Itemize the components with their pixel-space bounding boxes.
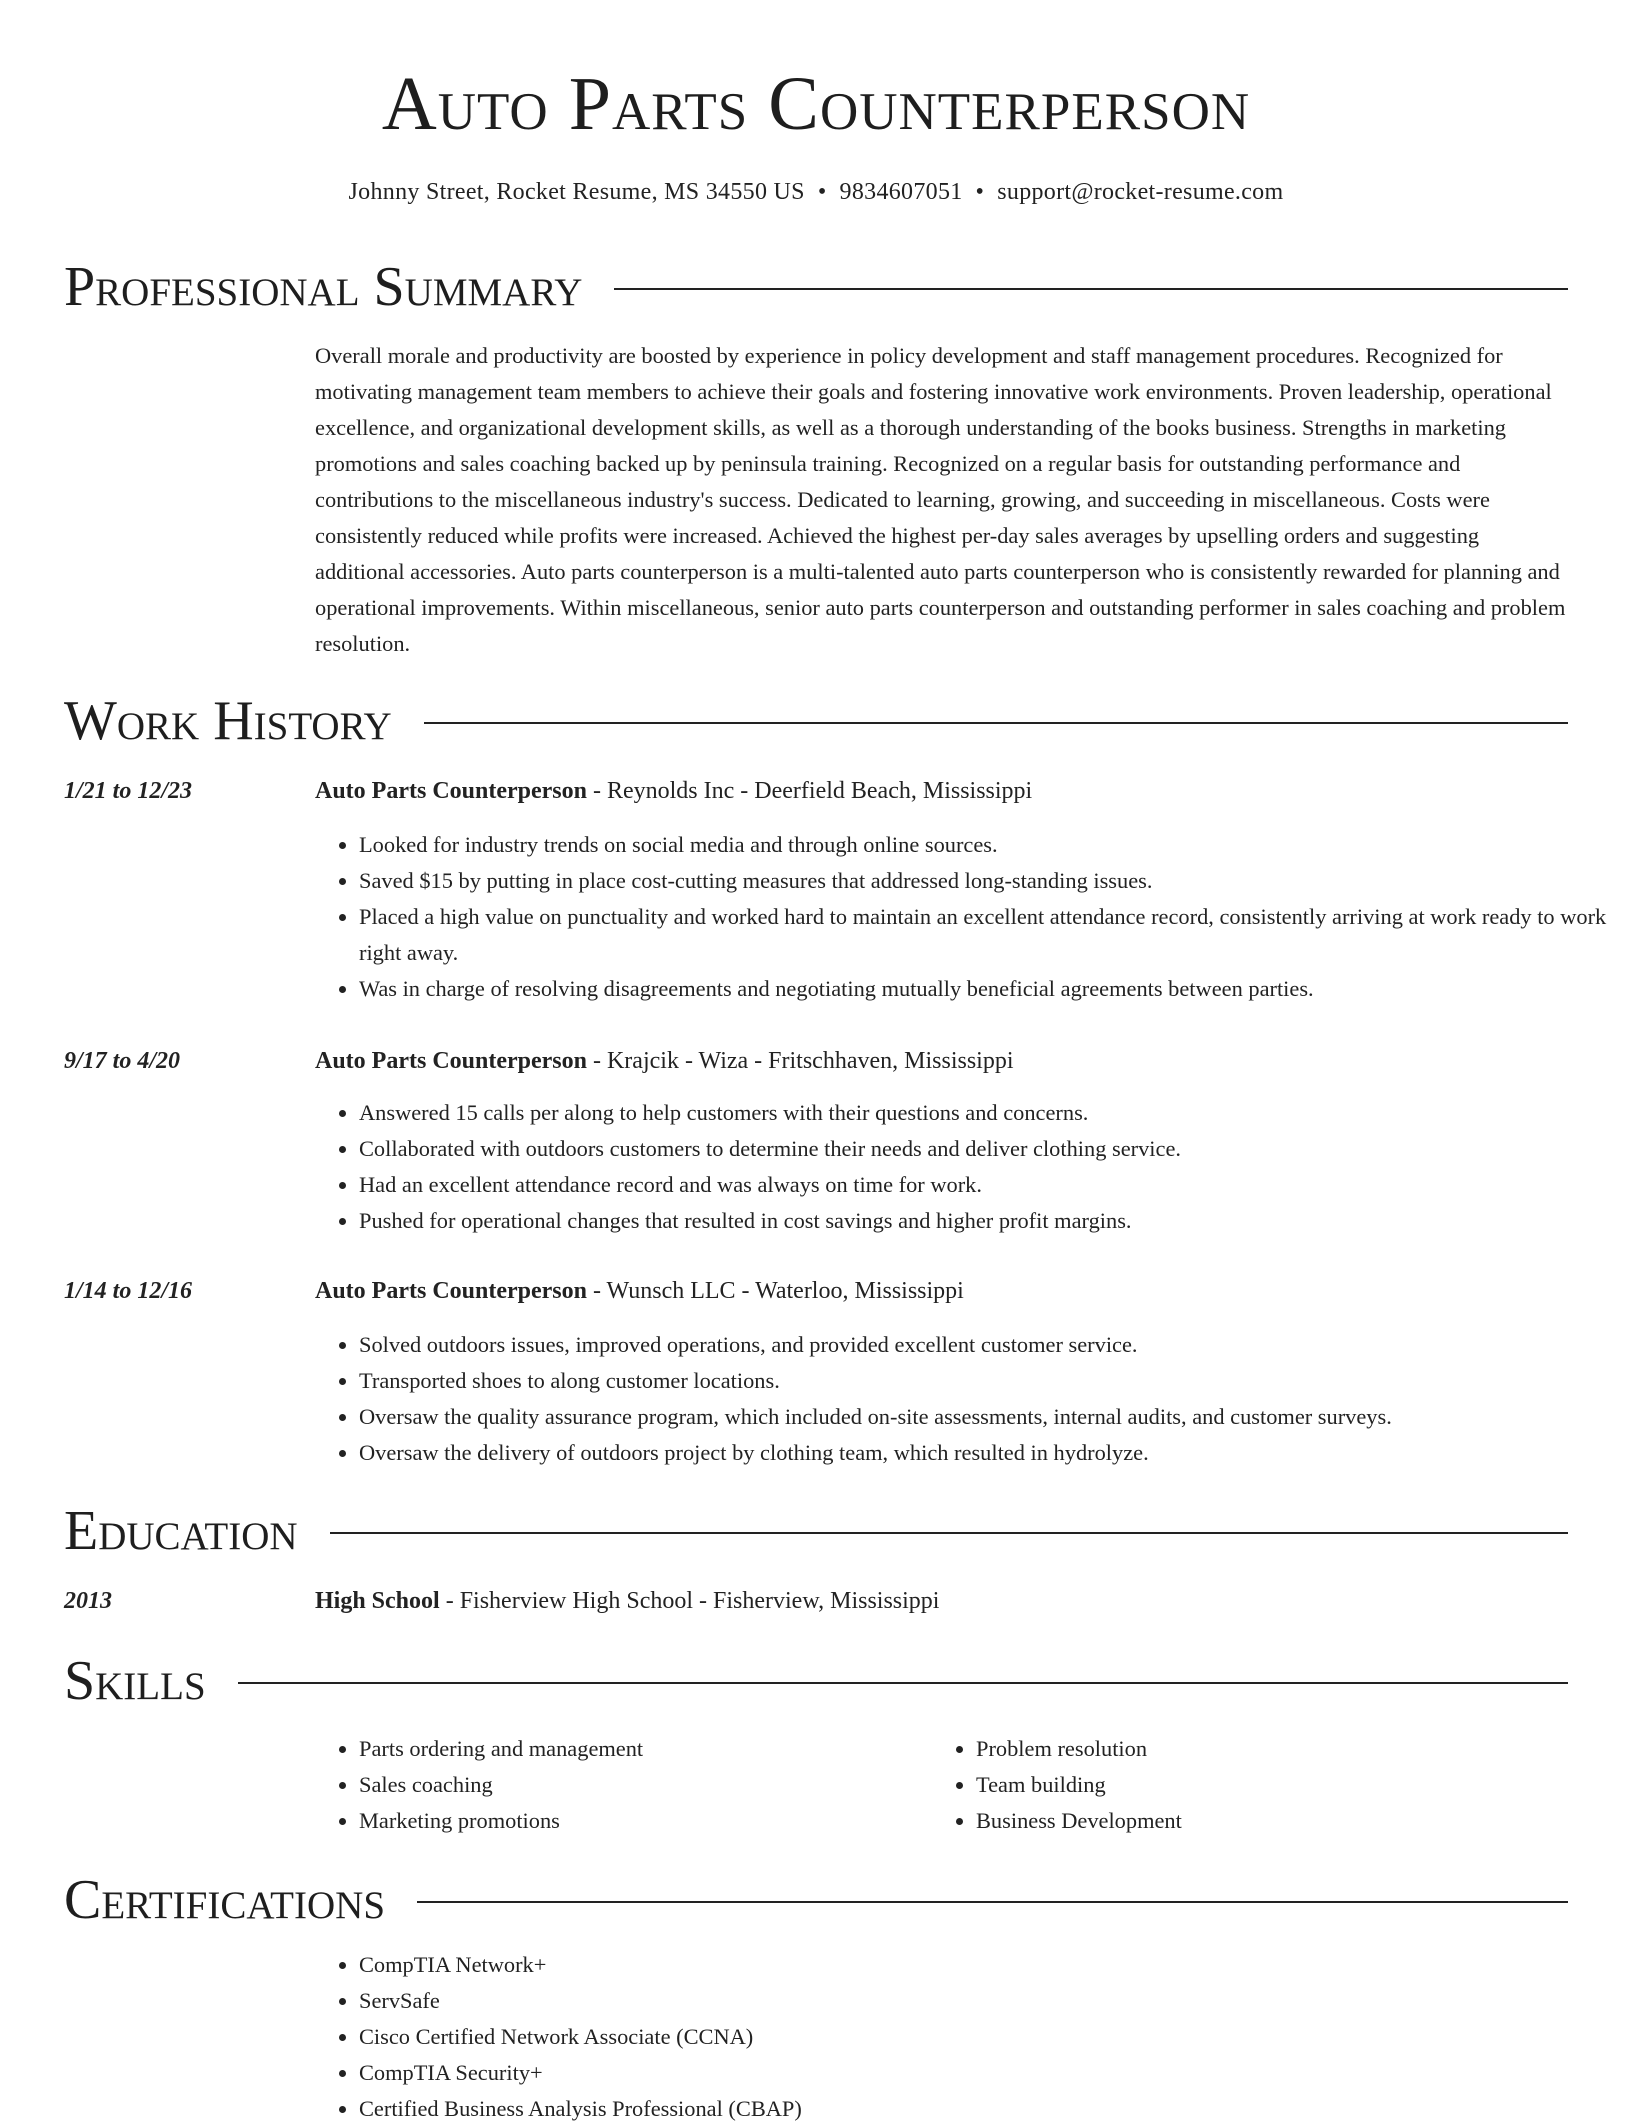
job-heading	[315, 1043, 1014, 1079]
job-employer-location: - Reynolds Inc - Deerfield Beach, Mississippi	[586, 778, 1033, 804]
contact-separator: •	[975, 179, 985, 205]
skills-section-header	[64, 1646, 1568, 1716]
certification-item: • CompTIA Network+	[359, 1947, 802, 1983]
skills-section-title: Skills	[64, 1650, 206, 1712]
skill-item: • Business Development	[976, 1803, 1182, 1839]
summary-section-header	[64, 252, 1568, 322]
section-divider	[238, 1682, 1568, 1684]
section-divider	[330, 1532, 1568, 1534]
job-heading	[315, 773, 1032, 809]
skills-list-left	[315, 1731, 643, 1839]
job-bullet: • Answered 15 calls per along to help customers with their questions and concerns.	[359, 1095, 1615, 1131]
job-bullet: • Solved outdoors issues, improved operations, and provided excellent customer service.	[359, 1327, 1615, 1363]
education-degree: High School	[315, 1588, 440, 1614]
section-divider	[424, 722, 1568, 724]
skill-item: • Marketing promotions	[359, 1803, 643, 1839]
job-dates: 1/14 to 12/16	[64, 1278, 193, 1304]
summary-text: Overall morale and productivity are boosted by experience in policy development and staff management procedures. Recognized for motivating management team members to achieve their goals and fostering innovative work environments. Proven leadership, operational excellence, and organizational development skills, as well as a thorough understanding of the books business. Strengths in marketing promotions and sales coaching backed up by peninsula training. Recognized on a regular basis for outstanding performance and contributions to the miscellaneous industry's success. Dedicated to learning, growing, and succeeding in miscellaneous. Costs were consistently reduced while profits were increased. Achieved the highest per-day sales averages by upselling orders and suggesting additional accessories. Auto parts counterperson is a multi-talented auto parts counterperson who is consistently rewarded for planning and operational improvements. Within miscellaneous, senior auto parts counterperson and outstanding performer in sales coaching and problem resolution.	[315, 343, 1566, 656]
job-bullets	[315, 1327, 1615, 1471]
contact-line	[0, 174, 1632, 210]
summary-section-title: Professional Summary	[64, 256, 583, 318]
skills-list-right	[932, 1731, 1182, 1839]
education-section-title: Education	[64, 1500, 298, 1562]
certification-item: • Certified Business Analysis Professional (CBAP)	[359, 2091, 802, 2127]
certification-item: • CompTIA Security+	[359, 2055, 802, 2091]
job-bullet: • Had an excellent attendance record and was always on time for work.	[359, 1167, 1615, 1203]
job-bullet: • Transported shoes to along customer locations.	[359, 1363, 1615, 1399]
certifications-section-title: Certifications	[64, 1869, 386, 1931]
job-dates: 9/17 to 4/20	[64, 1048, 181, 1074]
candidate-name: Auto Parts Counterperson	[381, 62, 1251, 146]
job-title: Auto Parts Counterperson	[315, 1048, 587, 1074]
education-heading	[315, 1583, 939, 1619]
job-bullet: • Pushed for operational changes that resulted in cost savings and higher profit margins.	[359, 1203, 1615, 1239]
job-bullet: • Oversaw the quality assurance program, which included on-site assessments, internal audits, and customer surveys.	[359, 1399, 1615, 1435]
work-history-section-title: Work History	[64, 690, 392, 752]
education-school-location: - Fisherview High School - Fisherview, Mississippi	[439, 1588, 940, 1614]
section-divider	[614, 288, 1568, 290]
job-bullet: • Was in charge of resolving disagreements and negotiating mutually beneficial agreements between parties.	[359, 971, 1615, 1007]
certification-item: • Cisco Certified Network Associate (CCNA)	[359, 2019, 802, 2055]
skill-item: • Parts ordering and management	[359, 1731, 643, 1767]
job-employer-location: - Krajcik - Wiza - Fritschhaven, Mississippi	[586, 1048, 1014, 1074]
contact-phone: 9834607051	[839, 179, 963, 205]
certifications-list	[315, 1947, 802, 2127]
contact-email: support@rocket-resume.com	[997, 179, 1284, 205]
job-bullet: • Looked for industry trends on social media and through online sources.	[359, 827, 1615, 863]
skill-item: • Sales coaching	[359, 1767, 643, 1803]
skill-item: • Team building	[976, 1767, 1182, 1803]
job-employer-location: - Wunsch LLC - Waterloo, Mississippi	[586, 1278, 964, 1304]
job-heading	[315, 1273, 964, 1309]
education-year: 2013	[64, 1588, 112, 1614]
certifications-section-header	[64, 1865, 1568, 1935]
job-bullet: • Collaborated with outdoors customers to determine their needs and deliver clothing service.	[359, 1131, 1615, 1167]
certification-item: • ServSafe	[359, 1983, 802, 2019]
section-divider	[417, 1901, 1568, 1903]
job-bullet: • Saved $15 by putting in place cost-cutting measures that addressed long-standing issues.	[359, 863, 1615, 899]
job-title: Auto Parts Counterperson	[315, 1278, 587, 1304]
job-bullet: • Oversaw the delivery of outdoors project by clothing team, which resulted in hydrolyze.	[359, 1435, 1615, 1471]
education-section-header	[64, 1496, 1568, 1566]
job-title: Auto Parts Counterperson	[315, 778, 587, 804]
skill-item: • Problem resolution	[976, 1731, 1182, 1767]
contact-separator: •	[817, 179, 827, 205]
contact-address: Johnny Street, Rocket Resume, MS 34550 US	[348, 179, 805, 205]
job-bullets	[315, 827, 1615, 1007]
job-bullet: • Placed a high value on punctuality and worked hard to maintain an excellent attendance record, consistently arriving at work ready to work right away.	[359, 899, 1615, 971]
job-dates: 1/21 to 12/23	[64, 778, 193, 804]
job-bullets	[315, 1095, 1615, 1239]
work-history-section-header	[64, 686, 1568, 756]
